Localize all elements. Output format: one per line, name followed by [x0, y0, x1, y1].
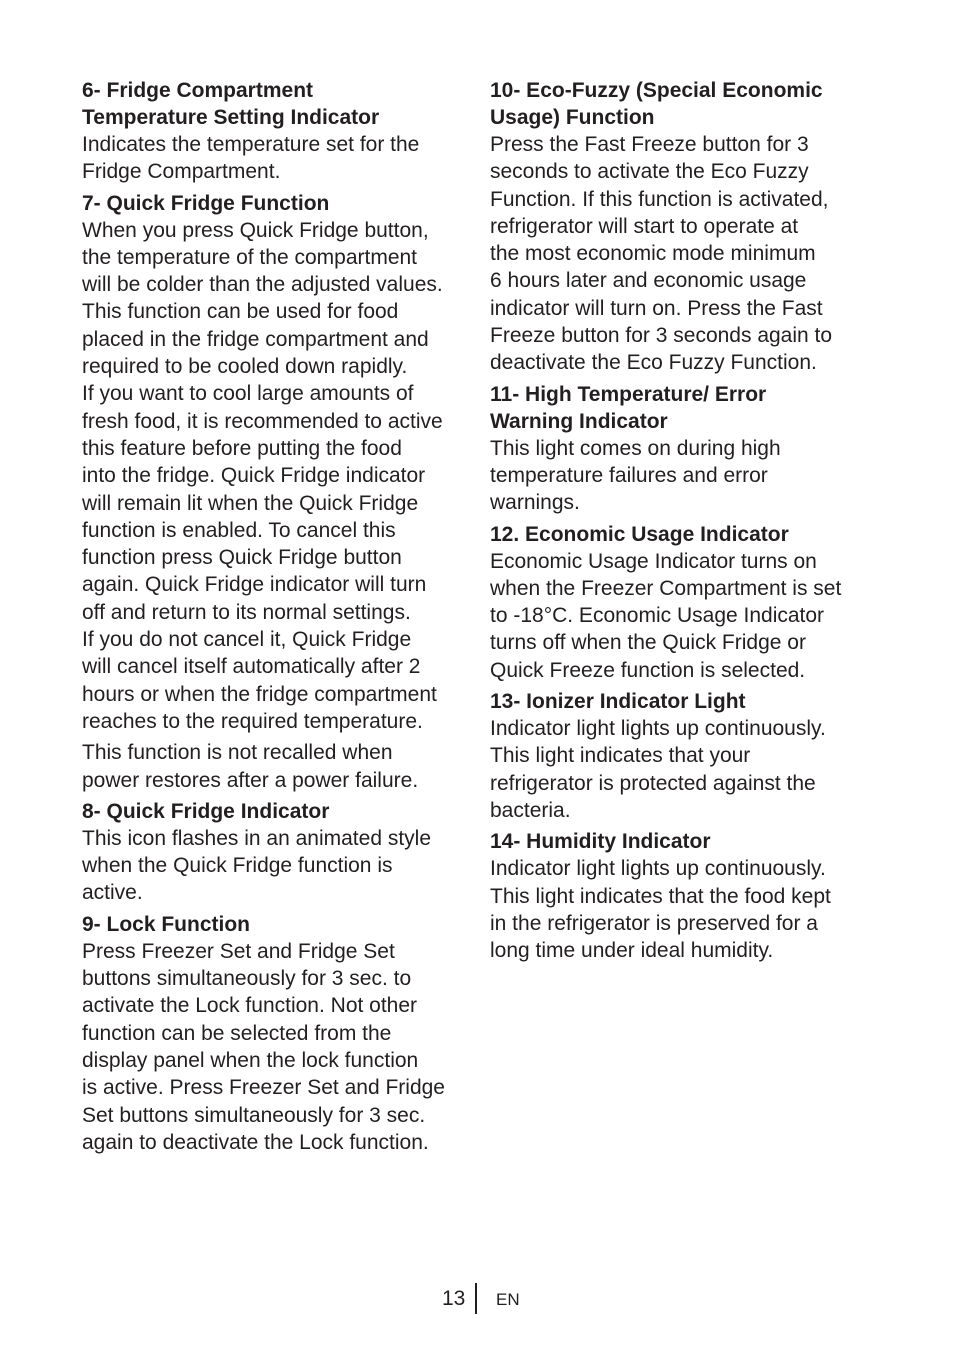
section-paragraph: This light comes on during high temperature failures and error warnings. [490, 436, 781, 515]
section-heading: 13- Ionizer Indicator Light [490, 690, 746, 714]
section-paragraph: Economic Usage Indicator turns on when the Freezer Compartment is set to -18°C. Economic Usage Indicator turns off when the Quick Fridge or Quick Freeze function is selected. [490, 549, 842, 682]
section-heading: 11- High Temperature/ Error Warning Indicator [490, 382, 767, 433]
section-heading: 6- Fridge Compartment Temperature Setting Indicator [82, 79, 380, 129]
section-economic-usage-indicator [490, 521, 870, 684]
section-paragraph: This function is not recalled when power restores after a power failure. [82, 741, 419, 792]
section-heading: 10- Eco-Fuzzy (Special Economic Usage) Function [490, 79, 823, 129]
right-column [490, 77, 870, 968]
left-column [82, 77, 468, 1160]
section-quick-fridge-function [82, 190, 468, 794]
section-lock-function [82, 911, 468, 1156]
section-humidity-indicator [490, 828, 870, 964]
section-quick-fridge-indicator [82, 798, 468, 907]
section-heading: 8- Quick Fridge Indicator [82, 799, 330, 823]
section-eco-fuzzy-function [490, 77, 870, 377]
footer-divider [475, 1283, 477, 1314]
section-heading: 9- Lock Function [82, 912, 250, 936]
section-heading: 12. Economic Usage Indicator [490, 522, 789, 546]
page-number: 13 [442, 1287, 466, 1310]
section-ionizer-indicator-light [490, 688, 870, 824]
page-footer [0, 1283, 954, 1315]
language-code: EN [496, 1290, 520, 1309]
section-paragraph: Indicator light lights up continuously. This light indicates that the food kept in the refrigerator is preserved for a long time under ideal humidity. [490, 857, 831, 963]
section-paragraph: Press the Fast Freeze button for 3 seconds to activate the Eco Fuzzy Function. If this function is activated, refrigerator will start to operate at the most economic mode minimum 6 hours later and economic usage indicator will turn on. Press the Fast Freeze button for 3 seconds again to deactivate the Eco Fuzzy Function. [490, 133, 833, 375]
section-paragraph: Indicates the temperature set for the Fridge Compartment. [82, 133, 420, 184]
section-paragraph: Press Freezer Set and Fridge Set buttons simultaneously for 3 sec. to activate the Lock function. Not other function can be selected from the display panel when the lock function is active. Press Freezer Set and Fridge Set buttons simultaneously for 3 sec. again to deactivate the Lock function. [82, 939, 445, 1154]
section-heading: 7- Quick Fridge Function [82, 191, 330, 215]
section-high-temp-error-indicator [490, 381, 870, 517]
section-fridge-temp-indicator [82, 77, 468, 186]
section-paragraph: When you press Quick Fridge button, the temperature of the compartment will be colder than the adjusted values. This function can be used for food placed in the fridge compartment and required to be cooled down rapidly. If you want to cool large amounts of fresh food, it is recommended to active this feature before putting the food into the fridge. Quick Fridge indicator will remain lit when the Quick Fridge function is enabled. To cancel this function press Quick Fridge button again. Quick Fridge indicator will turn off and return to its normal settings. If you do not cancel it, Quick Fridge will cancel itself automatically after 2 hours or when the fridge compartment reaches to the required temperature. [82, 218, 443, 733]
section-paragraph: This icon flashes in an animated style when the Quick Fridge function is active. [82, 826, 432, 905]
section-paragraph: Indicator light lights up continuously. This light indicates that your refrigerator is protected against the bacteria. [490, 717, 826, 822]
section-heading: 14- Humidity Indicator [490, 830, 711, 854]
